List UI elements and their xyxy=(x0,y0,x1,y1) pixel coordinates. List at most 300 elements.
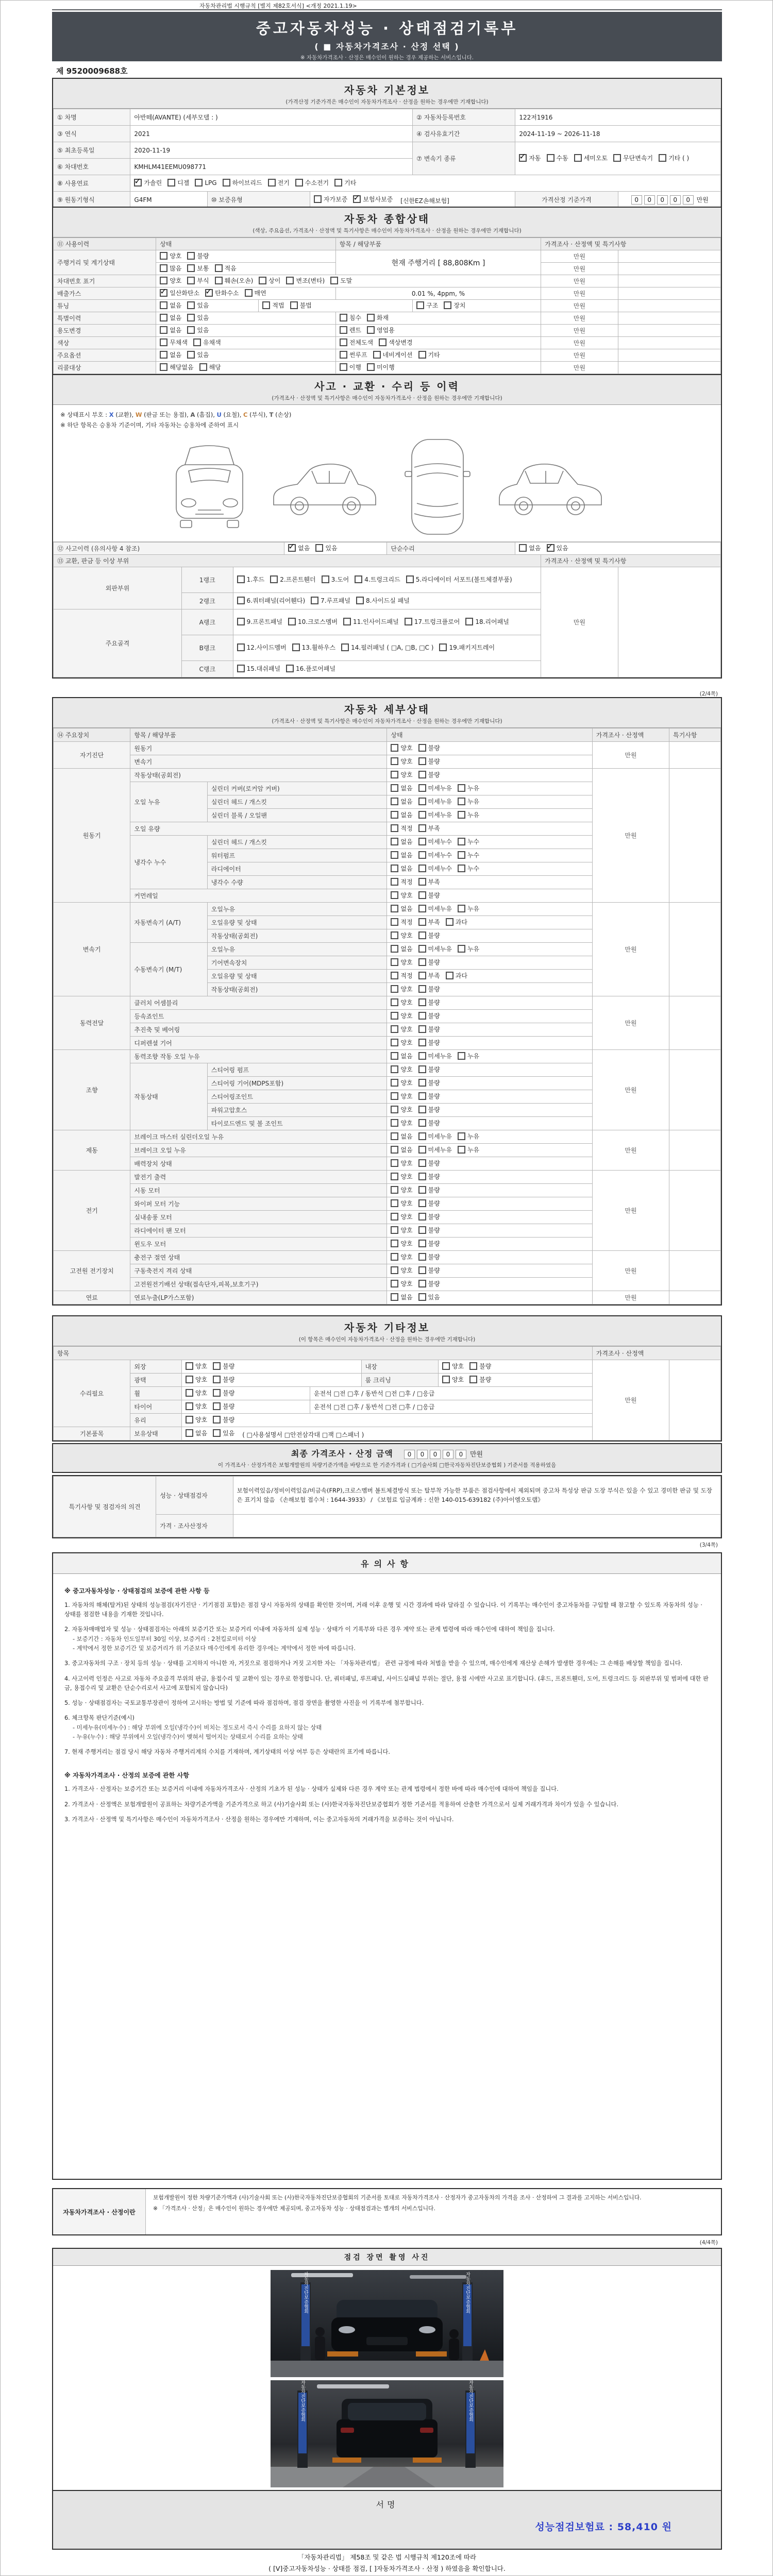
checkbox-option[interactable]: 불량 xyxy=(418,1212,440,1221)
checkbox-icon[interactable] xyxy=(187,351,195,359)
checkbox-option[interactable]: 누유 xyxy=(458,797,479,806)
checkbox-icon[interactable] xyxy=(418,998,426,1006)
checkbox-option[interactable]: 부족 xyxy=(418,971,440,980)
checkbox-icon[interactable] xyxy=(418,838,426,845)
checkbox-icon[interactable] xyxy=(418,958,426,966)
checkbox-icon[interactable] xyxy=(237,618,245,625)
checkbox-icon[interactable] xyxy=(391,1119,398,1127)
checkbox-option[interactable]: 누유 xyxy=(458,904,479,913)
checkbox-icon[interactable] xyxy=(391,851,398,859)
checkbox-icon[interactable] xyxy=(245,289,253,297)
checkbox-icon[interactable] xyxy=(215,264,223,272)
checkbox-icon[interactable] xyxy=(213,1389,221,1397)
checkbox-option[interactable]: 없음 xyxy=(160,301,181,310)
checkbox-icon[interactable] xyxy=(167,179,175,187)
checkbox-icon[interactable] xyxy=(418,1213,426,1221)
checkbox-icon[interactable] xyxy=(418,824,426,832)
checkbox-option[interactable]: 구조 xyxy=(416,301,438,310)
checkbox-option[interactable]: 부족 xyxy=(418,918,440,926)
checkbox-option[interactable]: 양호 xyxy=(391,1279,412,1288)
checkbox-option[interactable]: 양호 xyxy=(391,1159,412,1167)
checkbox-icon[interactable] xyxy=(418,1039,426,1046)
checkbox-option[interactable]: 양호 xyxy=(391,1185,412,1194)
checkbox-icon[interactable] xyxy=(391,958,398,966)
checkbox-icon[interactable] xyxy=(391,972,398,979)
checkbox-icon[interactable] xyxy=(314,195,322,203)
checkbox-option[interactable]: ✓ 있음 xyxy=(547,544,568,552)
checkbox-option[interactable]: 누유 xyxy=(458,784,479,792)
checkbox-option[interactable]: 네비게이션 xyxy=(373,350,413,359)
checkbox-icon[interactable] xyxy=(418,891,426,899)
checkbox-option[interactable]: ✓ 자동 xyxy=(519,154,541,162)
checkbox-option[interactable]: 누유 xyxy=(458,944,479,953)
checkbox-option[interactable]: 15.대쉬패널 xyxy=(237,664,280,673)
checkbox-option[interactable]: 누수 xyxy=(458,864,479,873)
checkbox-option[interactable]: 14.필러패널 ( □A, □B, □C ) xyxy=(341,643,433,652)
checkbox-checked-icon[interactable] xyxy=(288,544,296,552)
checkbox-option[interactable]: 유채색 xyxy=(193,338,221,347)
checkbox-icon[interactable] xyxy=(330,277,338,284)
checkbox-option[interactable]: 불량 xyxy=(213,1375,234,1384)
checkbox-option[interactable]: 불량 xyxy=(418,757,440,766)
checkbox-option[interactable]: 양호 xyxy=(391,770,412,779)
checkbox-option[interactable]: 양호 xyxy=(391,1266,412,1275)
checkbox-option[interactable]: 양호 xyxy=(391,1025,412,1033)
checkbox-icon[interactable] xyxy=(286,665,294,672)
checkbox-icon[interactable] xyxy=(186,1376,193,1383)
checkbox-option[interactable]: 미세누수 xyxy=(418,864,452,873)
checkbox-option[interactable]: 누유 xyxy=(458,1132,479,1141)
checkbox-option[interactable]: 4.트렁크리드 xyxy=(355,575,400,584)
checkbox-icon[interactable] xyxy=(458,945,465,953)
checkbox-icon[interactable] xyxy=(213,1429,221,1437)
checkbox-option[interactable]: 불량 xyxy=(418,998,440,1007)
checkbox-option[interactable]: 7.루프패널 xyxy=(311,596,350,605)
checkbox-option[interactable]: 적정 xyxy=(391,971,412,980)
checkbox-option[interactable]: 미세누수 xyxy=(418,837,452,846)
checkbox-option[interactable]: 적음 xyxy=(215,264,237,273)
checkbox-icon[interactable] xyxy=(311,597,318,604)
checkbox-icon[interactable] xyxy=(458,798,465,805)
checkbox-icon[interactable] xyxy=(391,1065,398,1073)
checkbox-icon[interactable] xyxy=(418,865,426,872)
checkbox-option[interactable]: 전체도색 xyxy=(340,338,373,347)
checkbox-option[interactable]: 양호 xyxy=(391,1172,412,1181)
checkbox-option[interactable]: 전기 xyxy=(268,178,290,187)
checkbox-option[interactable]: 없음 xyxy=(391,904,412,913)
checkbox-option[interactable]: 11.인사이드패널 xyxy=(343,617,399,626)
checkbox-option[interactable]: 불량 xyxy=(418,1226,440,1234)
checkbox-icon[interactable] xyxy=(391,1173,398,1180)
checkbox-option[interactable]: 불량 xyxy=(418,1092,440,1100)
checkbox-icon[interactable] xyxy=(334,179,342,187)
checkbox-icon[interactable] xyxy=(458,838,465,845)
checkbox-icon[interactable] xyxy=(391,998,398,1006)
checkbox-option[interactable]: 훼손(오손) xyxy=(215,276,254,285)
checkbox-option[interactable]: ✓ 가솔린 xyxy=(134,178,162,187)
checkbox-option[interactable]: 미세누수 xyxy=(418,851,452,859)
checkbox-option[interactable]: 양호 xyxy=(391,998,412,1007)
checkbox-icon[interactable] xyxy=(458,811,465,819)
checkbox-option[interactable]: 양호 xyxy=(391,743,412,752)
checkbox-option[interactable]: 미세누유 xyxy=(418,944,452,953)
checkbox-option[interactable]: 기타 ( ) xyxy=(659,154,689,162)
checkbox-icon[interactable] xyxy=(160,301,167,309)
checkbox-icon[interactable] xyxy=(418,1012,426,1020)
checkbox-icon[interactable] xyxy=(391,1052,398,1060)
checkbox-icon[interactable] xyxy=(213,1376,221,1383)
checkbox-checked-icon[interactable] xyxy=(547,544,554,552)
checkbox-option[interactable]: 양호 xyxy=(391,891,412,900)
checkbox-option[interactable]: 양호 xyxy=(391,1038,412,1047)
checkbox-icon[interactable] xyxy=(418,931,426,939)
checkbox-option[interactable]: 5.라디에이터 서포트(볼트체결부품) xyxy=(406,575,512,584)
checkbox-option[interactable]: 양호 xyxy=(391,757,412,766)
checkbox-icon[interactable] xyxy=(391,838,398,845)
checkbox-option[interactable]: ✓ 탄화수소 xyxy=(205,289,239,297)
checkbox-icon[interactable] xyxy=(160,351,167,359)
checkbox-icon[interactable] xyxy=(418,757,426,765)
checkbox-option[interactable]: 부족 xyxy=(418,824,440,833)
checkbox-option[interactable]: 없음 xyxy=(186,1429,207,1437)
checkbox-option[interactable]: 있음 xyxy=(315,544,337,552)
checkbox-icon[interactable] xyxy=(286,277,294,284)
checkbox-icon[interactable] xyxy=(418,1280,426,1287)
checkbox-icon[interactable] xyxy=(237,597,245,604)
checkbox-option[interactable]: 양호 xyxy=(391,1252,412,1261)
checkbox-icon[interactable] xyxy=(391,1039,398,1046)
checkbox-icon[interactable] xyxy=(458,865,465,872)
checkbox-option[interactable]: 없음 xyxy=(391,1132,412,1141)
checkbox-option[interactable]: 12.사이드멤버 xyxy=(237,643,287,652)
checkbox-icon[interactable] xyxy=(160,363,167,371)
checkbox-option[interactable]: 양호 xyxy=(160,251,181,260)
checkbox-option[interactable]: 없음 xyxy=(391,1145,412,1154)
checkbox-icon[interactable] xyxy=(343,618,351,625)
checkbox-option[interactable]: 없음 xyxy=(160,313,181,322)
checkbox-icon[interactable] xyxy=(292,643,300,651)
checkbox-option[interactable]: 17.트렁크플로어 xyxy=(405,617,460,626)
checkbox-option[interactable]: 미세누유 xyxy=(418,810,452,819)
checkbox-checked-icon[interactable] xyxy=(519,154,527,162)
checkbox-option[interactable]: 매연 xyxy=(245,289,266,297)
checkbox-option[interactable]: 무채색 xyxy=(160,338,188,347)
checkbox-option[interactable]: 없음 xyxy=(391,864,412,873)
checkbox-icon[interactable] xyxy=(418,905,426,912)
checkbox-option[interactable]: 양호 xyxy=(391,1239,412,1248)
checkbox-option[interactable]: 2.프론트휀더 xyxy=(270,575,315,584)
checkbox-option[interactable]: 불량 xyxy=(418,958,440,967)
checkbox-option[interactable]: 불량 xyxy=(418,891,440,900)
checkbox-option[interactable]: 양호 xyxy=(391,1011,412,1020)
checkbox-option[interactable]: 불량 xyxy=(418,1172,440,1181)
checkbox-option[interactable]: 많음 xyxy=(160,264,181,273)
checkbox-icon[interactable] xyxy=(418,1266,426,1274)
checkbox-icon[interactable] xyxy=(405,618,412,625)
checkbox-icon[interactable] xyxy=(446,918,453,926)
checkbox-icon[interactable] xyxy=(446,972,453,979)
checkbox-option[interactable]: 장치 xyxy=(444,301,465,310)
checkbox-icon[interactable] xyxy=(213,1402,221,1410)
checkbox-icon[interactable] xyxy=(458,905,465,912)
checkbox-icon[interactable] xyxy=(340,363,347,371)
checkbox-option[interactable]: 있음 xyxy=(187,350,209,359)
checkbox-icon[interactable] xyxy=(418,1119,426,1127)
checkbox-option[interactable]: 해당없음 xyxy=(160,363,193,371)
checkbox-icon[interactable] xyxy=(391,905,398,912)
checkbox-icon[interactable] xyxy=(195,179,203,187)
checkbox-icon[interactable] xyxy=(418,811,426,819)
checkbox-option[interactable]: 9.프론트패널 xyxy=(237,617,282,626)
checkbox-icon[interactable] xyxy=(391,985,398,993)
checkbox-icon[interactable] xyxy=(418,798,426,805)
checkbox-option[interactable]: 누수 xyxy=(458,851,479,859)
checkbox-option[interactable]: ✓ 보험사보증 xyxy=(353,195,393,204)
checkbox-icon[interactable] xyxy=(418,744,426,752)
checkbox-icon[interactable] xyxy=(391,918,398,926)
checkbox-option[interactable]: 적법 xyxy=(262,301,284,310)
checkbox-option[interactable]: 양호 xyxy=(186,1402,207,1411)
checkbox-option[interactable]: 불량 xyxy=(418,1025,440,1033)
checkbox-icon[interactable] xyxy=(391,1132,398,1140)
checkbox-option[interactable]: 불량 xyxy=(187,251,209,260)
checkbox-icon[interactable] xyxy=(391,1092,398,1100)
checkbox-option[interactable]: 양호 xyxy=(160,276,181,285)
checkbox-option[interactable]: 불량 xyxy=(418,985,440,993)
checkbox-icon[interactable] xyxy=(391,1280,398,1287)
checkbox-option[interactable]: 불량 xyxy=(418,743,440,752)
checkbox-icon[interactable] xyxy=(418,1159,426,1167)
checkbox-icon[interactable] xyxy=(340,326,347,334)
checkbox-icon[interactable] xyxy=(186,1362,193,1370)
checkbox-option[interactable]: 불량 xyxy=(418,1279,440,1288)
checkbox-icon[interactable] xyxy=(160,252,167,260)
checkbox-icon[interactable] xyxy=(237,643,245,651)
checkbox-icon[interactable] xyxy=(391,1079,398,1087)
checkbox-icon[interactable] xyxy=(187,264,195,272)
checkbox-option[interactable]: 있음 xyxy=(187,326,209,334)
checkbox-option[interactable]: 없음 xyxy=(391,851,412,859)
checkbox-icon[interactable] xyxy=(416,301,424,309)
checkbox-icon[interactable] xyxy=(418,351,426,359)
checkbox-option[interactable]: 불량 xyxy=(418,1011,440,1020)
checkbox-option[interactable]: 적정 xyxy=(391,918,412,926)
checkbox-icon[interactable] xyxy=(160,314,167,321)
checkbox-icon[interactable] xyxy=(391,1146,398,1154)
checkbox-icon[interactable] xyxy=(262,301,270,309)
checkbox-icon[interactable] xyxy=(367,314,375,321)
checkbox-option[interactable]: 있음 xyxy=(418,1293,440,1301)
checkbox-icon[interactable] xyxy=(340,351,347,359)
checkbox-option[interactable]: 있음 xyxy=(187,301,209,310)
checkbox-option[interactable]: 불량 xyxy=(418,1252,440,1261)
checkbox-option[interactable]: 디젤 xyxy=(167,178,189,187)
checkbox-icon[interactable] xyxy=(442,1362,450,1370)
checkbox-icon[interactable] xyxy=(391,1293,398,1301)
checkbox-option[interactable]: 없음 xyxy=(391,797,412,806)
checkbox-icon[interactable] xyxy=(391,824,398,832)
checkbox-option[interactable]: 누수 xyxy=(458,837,479,846)
checkbox-icon[interactable] xyxy=(391,771,398,778)
checkbox-option[interactable]: 수동 xyxy=(547,154,568,162)
checkbox-icon[interactable] xyxy=(259,277,266,284)
checkbox-icon[interactable] xyxy=(465,618,473,625)
checkbox-icon[interactable] xyxy=(439,643,447,651)
checkbox-option[interactable]: 불량 xyxy=(213,1362,234,1370)
checkbox-icon[interactable] xyxy=(367,363,375,371)
checkbox-option[interactable]: 미세누유 xyxy=(418,784,452,792)
checkbox-icon[interactable] xyxy=(418,851,426,859)
checkbox-icon[interactable] xyxy=(418,1052,426,1060)
checkbox-option[interactable]: 양호 xyxy=(391,1092,412,1100)
checkbox-icon[interactable] xyxy=(418,1253,426,1261)
checkbox-icon[interactable] xyxy=(355,575,362,583)
checkbox-icon[interactable] xyxy=(391,1213,398,1221)
checkbox-icon[interactable] xyxy=(186,1416,193,1423)
checkbox-option[interactable]: 과다 xyxy=(446,971,467,980)
checkbox-icon[interactable] xyxy=(186,1429,193,1437)
checkbox-icon[interactable] xyxy=(341,643,349,651)
checkbox-icon[interactable] xyxy=(213,1416,221,1423)
checkbox-option[interactable]: 양호 xyxy=(391,1226,412,1234)
checkbox-option[interactable]: 있음 xyxy=(187,313,209,322)
checkbox-icon[interactable] xyxy=(418,1293,426,1301)
checkbox-option[interactable]: 양호 xyxy=(391,1078,412,1087)
checkbox-icon[interactable] xyxy=(187,326,195,334)
checkbox-icon[interactable] xyxy=(418,1186,426,1194)
checkbox-option[interactable]: 양호 xyxy=(442,1375,464,1384)
checkbox-option[interactable]: 양호 xyxy=(391,958,412,967)
checkbox-option[interactable]: 부족 xyxy=(418,877,440,886)
checkbox-icon[interactable] xyxy=(391,1025,398,1033)
checkbox-icon[interactable] xyxy=(458,1146,465,1154)
checkbox-icon[interactable] xyxy=(418,1132,426,1140)
checkbox-option[interactable]: 불량 xyxy=(469,1375,491,1384)
checkbox-icon[interactable] xyxy=(519,544,527,552)
checkbox-option[interactable]: 불법 xyxy=(290,301,312,310)
checkbox-option[interactable]: 양호 xyxy=(391,1199,412,1208)
checkbox-option[interactable]: 누유 xyxy=(458,1052,479,1060)
checkbox-icon[interactable] xyxy=(373,351,381,359)
checkbox-icon[interactable] xyxy=(418,1079,426,1087)
checkbox-icon[interactable] xyxy=(193,338,201,346)
checkbox-icon[interactable] xyxy=(340,338,347,346)
checkbox-icon[interactable] xyxy=(186,1402,193,1410)
checkbox-option[interactable]: 수소전기 xyxy=(295,178,329,187)
checkbox-option[interactable]: 불량 xyxy=(418,1065,440,1074)
checkbox-option[interactable]: 불량 xyxy=(418,1078,440,1087)
checkbox-icon[interactable] xyxy=(160,264,167,272)
checkbox-option[interactable]: LPG xyxy=(195,179,216,187)
checkbox-option[interactable]: ✓ 없음 xyxy=(288,544,310,552)
checkbox-icon[interactable] xyxy=(418,945,426,953)
checkbox-icon[interactable] xyxy=(406,575,414,583)
checkbox-option[interactable]: 없음 xyxy=(391,784,412,792)
checkbox-icon[interactable] xyxy=(391,784,398,792)
checkbox-option[interactable]: 적정 xyxy=(391,877,412,886)
checkbox-option[interactable]: 없음 xyxy=(391,810,412,819)
checkbox-option[interactable]: 세미오토 xyxy=(574,154,608,162)
checkbox-icon[interactable] xyxy=(418,1065,426,1073)
checkbox-option[interactable]: 과다 xyxy=(446,918,467,926)
checkbox-option[interactable]: 양호 xyxy=(391,931,412,940)
checkbox-icon[interactable] xyxy=(213,1362,221,1370)
checkbox-option[interactable]: 양호 xyxy=(186,1375,207,1384)
checkbox-option[interactable]: 미세누유 xyxy=(418,904,452,913)
checkbox-icon[interactable] xyxy=(458,1052,465,1060)
checkbox-icon[interactable] xyxy=(391,1159,398,1167)
checkbox-option[interactable]: 미세누유 xyxy=(418,1052,452,1060)
checkbox-option[interactable]: 색상변경 xyxy=(379,338,412,347)
checkbox-icon[interactable] xyxy=(613,154,621,162)
checkbox-option[interactable]: 불량 xyxy=(213,1388,234,1397)
checkbox-option[interactable]: 1.후드 xyxy=(237,575,265,584)
checkbox-icon[interactable] xyxy=(391,1012,398,1020)
checkbox-icon[interactable] xyxy=(391,1266,398,1274)
checkbox-icon[interactable] xyxy=(237,665,245,672)
checkbox-option[interactable]: 렌트 xyxy=(340,326,361,334)
checkbox-icon[interactable] xyxy=(418,1240,426,1247)
checkbox-option[interactable]: 불량 xyxy=(418,1239,440,1248)
checkbox-icon[interactable] xyxy=(418,1146,426,1154)
checkbox-icon[interactable] xyxy=(290,301,298,309)
checkbox-icon[interactable] xyxy=(340,314,347,321)
checkbox-icon[interactable] xyxy=(458,1132,465,1140)
checkbox-icon[interactable] xyxy=(391,1253,398,1261)
checkbox-option[interactable]: 불량 xyxy=(418,1199,440,1208)
checkbox-icon[interactable] xyxy=(187,252,195,260)
checkbox-icon[interactable] xyxy=(295,179,303,187)
checkbox-icon[interactable] xyxy=(379,338,386,346)
checkbox-option[interactable]: 양호 xyxy=(391,1118,412,1127)
checkbox-icon[interactable] xyxy=(391,945,398,953)
checkbox-option[interactable]: 해당 xyxy=(199,363,221,371)
checkbox-icon[interactable] xyxy=(391,757,398,765)
checkbox-icon[interactable] xyxy=(391,1106,398,1113)
checkbox-icon[interactable] xyxy=(391,744,398,752)
checkbox-option[interactable]: 양호 xyxy=(391,1105,412,1114)
checkbox-checked-icon[interactable] xyxy=(353,195,361,203)
checkbox-option[interactable]: 없음 xyxy=(391,1052,412,1060)
checkbox-checked-icon[interactable] xyxy=(134,179,142,187)
checkbox-icon[interactable] xyxy=(367,326,375,334)
checkbox-option[interactable]: 양호 xyxy=(186,1388,207,1397)
checkbox-option[interactable]: 보통 xyxy=(187,264,209,273)
checkbox-option[interactable]: 이행 xyxy=(340,363,361,371)
checkbox-icon[interactable] xyxy=(458,851,465,859)
checkbox-icon[interactable] xyxy=(391,878,398,886)
checkbox-option[interactable]: 누유 xyxy=(458,1145,479,1154)
checkbox-option[interactable]: 10.크로스멤버 xyxy=(288,617,338,626)
checkbox-icon[interactable] xyxy=(391,1240,398,1247)
checkbox-option[interactable]: 불량 xyxy=(418,1266,440,1275)
checkbox-icon[interactable] xyxy=(268,179,276,187)
checkbox-icon[interactable] xyxy=(187,314,195,321)
checkbox-option[interactable]: 불량 xyxy=(418,1105,440,1114)
checkbox-option[interactable]: 적정 xyxy=(391,824,412,833)
checkbox-icon[interactable] xyxy=(469,1376,477,1383)
checkbox-option[interactable]: 불량 xyxy=(418,1038,440,1047)
checkbox-option[interactable]: 미세누유 xyxy=(418,797,452,806)
checkbox-option[interactable]: 영업용 xyxy=(367,326,395,334)
checkbox-icon[interactable] xyxy=(356,597,364,604)
checkbox-option[interactable]: 없음 xyxy=(519,544,541,552)
checkbox-icon[interactable] xyxy=(391,1186,398,1194)
checkbox-checked-icon[interactable] xyxy=(205,289,213,297)
checkbox-option[interactable]: 양호 xyxy=(442,1362,464,1370)
checkbox-icon[interactable] xyxy=(442,1376,450,1383)
checkbox-icon[interactable] xyxy=(391,865,398,872)
